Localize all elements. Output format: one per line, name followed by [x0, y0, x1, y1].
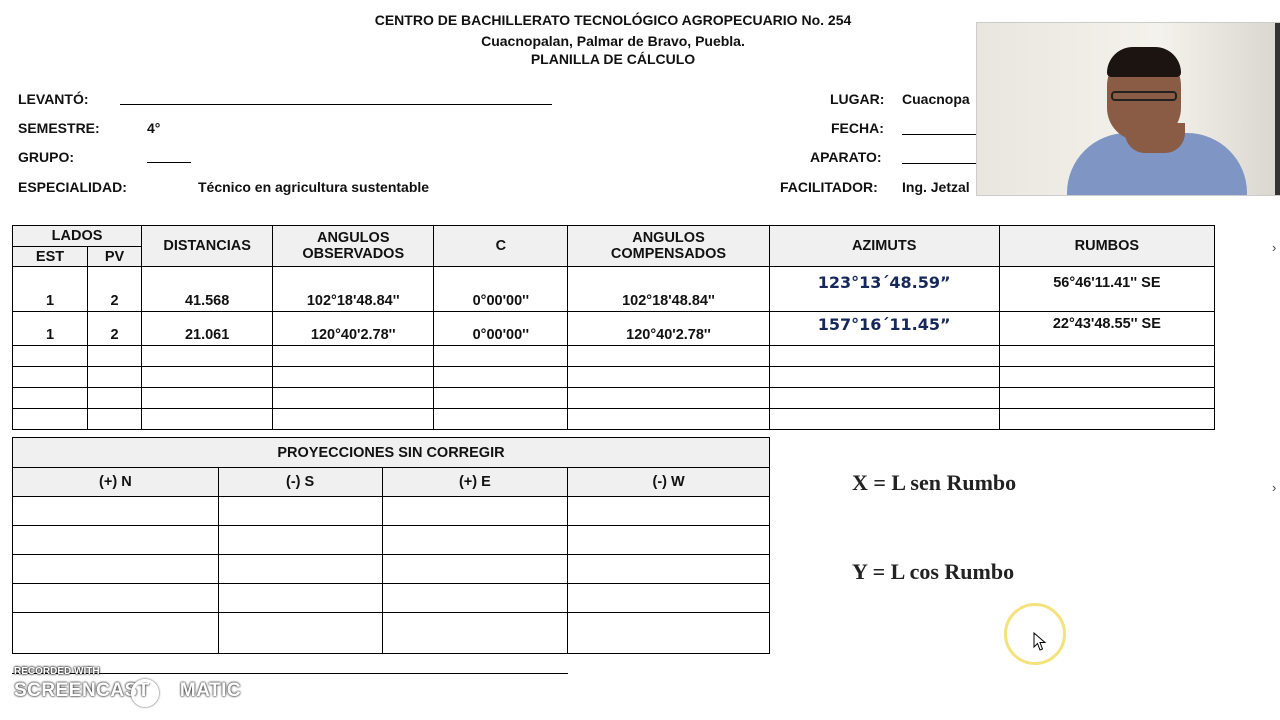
azimuts-header: AZIMUTS [769, 226, 999, 267]
grupo-line [147, 162, 191, 163]
especialidad-value: Técnico en agricultura sustentable [198, 179, 430, 195]
clipped-mark: › [1272, 240, 1277, 255]
aparato-label: APARATO: [810, 149, 882, 165]
rumbo-cell: 22°43'48.55'' SE [999, 312, 1214, 346]
webcam-overlay [976, 22, 1280, 196]
empty-row [13, 497, 770, 526]
distancias-header: DISTANCIAS [142, 226, 273, 267]
empty-row [13, 388, 1215, 409]
empty-row [13, 409, 1215, 430]
angulo-compensado-cell: 102°18'48.84'' [568, 267, 769, 312]
screencast-logo-icon [131, 679, 159, 707]
especialidad-label: ESPECIALIDAD: [18, 179, 127, 195]
lugar-label: LUGAR: [830, 91, 885, 107]
grupo-label: GRUPO: [18, 149, 74, 165]
sheet-title: PLANILLA DE CÁLCULO [530, 51, 696, 67]
distancia-cell: 21.061 [142, 312, 273, 346]
empty-row [13, 367, 1215, 388]
fecha-line [902, 134, 978, 135]
watermark-brand: SCREENCAST MATIC [14, 680, 242, 701]
c-cell: 0°00'00'' [434, 267, 568, 312]
semestre-value: 4° [147, 120, 161, 136]
angulos-compensados-header: ANGULOS COMPENSADOS [568, 226, 769, 267]
school-title: CENTRO DE BACHILLERATO TECNOLÓGICO AGROPECUARIO No. 254 [374, 12, 852, 28]
c-header: C [434, 226, 568, 267]
azimut-cell: 157°16´11.45” [769, 312, 999, 346]
est-cell: 1 [13, 312, 88, 346]
est-cell: 1 [13, 267, 88, 312]
distancia-cell: 41.568 [142, 267, 273, 312]
est-header: EST [13, 247, 88, 267]
empty-row [13, 613, 770, 654]
south-header: (-) S [218, 468, 382, 497]
west-header: (-) W [568, 468, 770, 497]
rumbo-cell: 56°46'11.41'' SE [999, 267, 1214, 312]
levanto-label: LEVANTÓ: [18, 91, 89, 107]
calculation-table [12, 225, 1215, 430]
empty-row [13, 584, 770, 613]
angulo-observado-cell: 102°18'48.84'' [273, 267, 434, 312]
table-row [13, 267, 1215, 312]
aparato-line [902, 163, 978, 164]
angulos-observados-header: ANGULOS OBSERVADOS [273, 226, 434, 267]
mouse-pointer-icon [1033, 632, 1047, 652]
semestre-label: SEMESTRE: [18, 120, 100, 136]
table-row [13, 312, 1215, 346]
projections-title: PROYECCIONES SIN CORREGIR [13, 438, 770, 468]
clipped-mark: › [1272, 480, 1277, 495]
pv-cell: 2 [88, 312, 142, 346]
fecha-label: FECHA: [831, 120, 884, 136]
north-header: (+) N [13, 468, 219, 497]
lados-header: LADOS [13, 226, 142, 247]
formula-x: X = L sen Rumbo [852, 470, 1017, 495]
empty-row [13, 526, 770, 555]
c-cell: 0°00'00'' [434, 312, 568, 346]
lugar-value: Cuacnopa [902, 91, 970, 107]
pv-header: PV [88, 247, 142, 267]
angulo-compensado-cell: 120°40'2.78'' [568, 312, 769, 346]
school-location: Cuacnopalan, Palmar de Bravo, Puebla. [481, 33, 745, 49]
facilitador-value: Ing. Jetzal [902, 179, 970, 195]
empty-row [13, 346, 1215, 367]
facilitador-label: FACILITADOR: [780, 179, 878, 195]
watermark-recorded: RECORDED WITH [14, 666, 100, 677]
empty-row [13, 555, 770, 584]
angulo-observado-cell: 120°40'2.78'' [273, 312, 434, 346]
projections-table [12, 437, 770, 654]
rumbos-header: RUMBOS [999, 226, 1214, 267]
formula-y: Y = L cos Rumbo [852, 559, 1015, 584]
east-header: (+) E [382, 468, 568, 497]
levanto-line [120, 104, 552, 105]
azimut-cell: 123°13´48.59” [769, 267, 999, 312]
pv-cell: 2 [88, 267, 142, 312]
